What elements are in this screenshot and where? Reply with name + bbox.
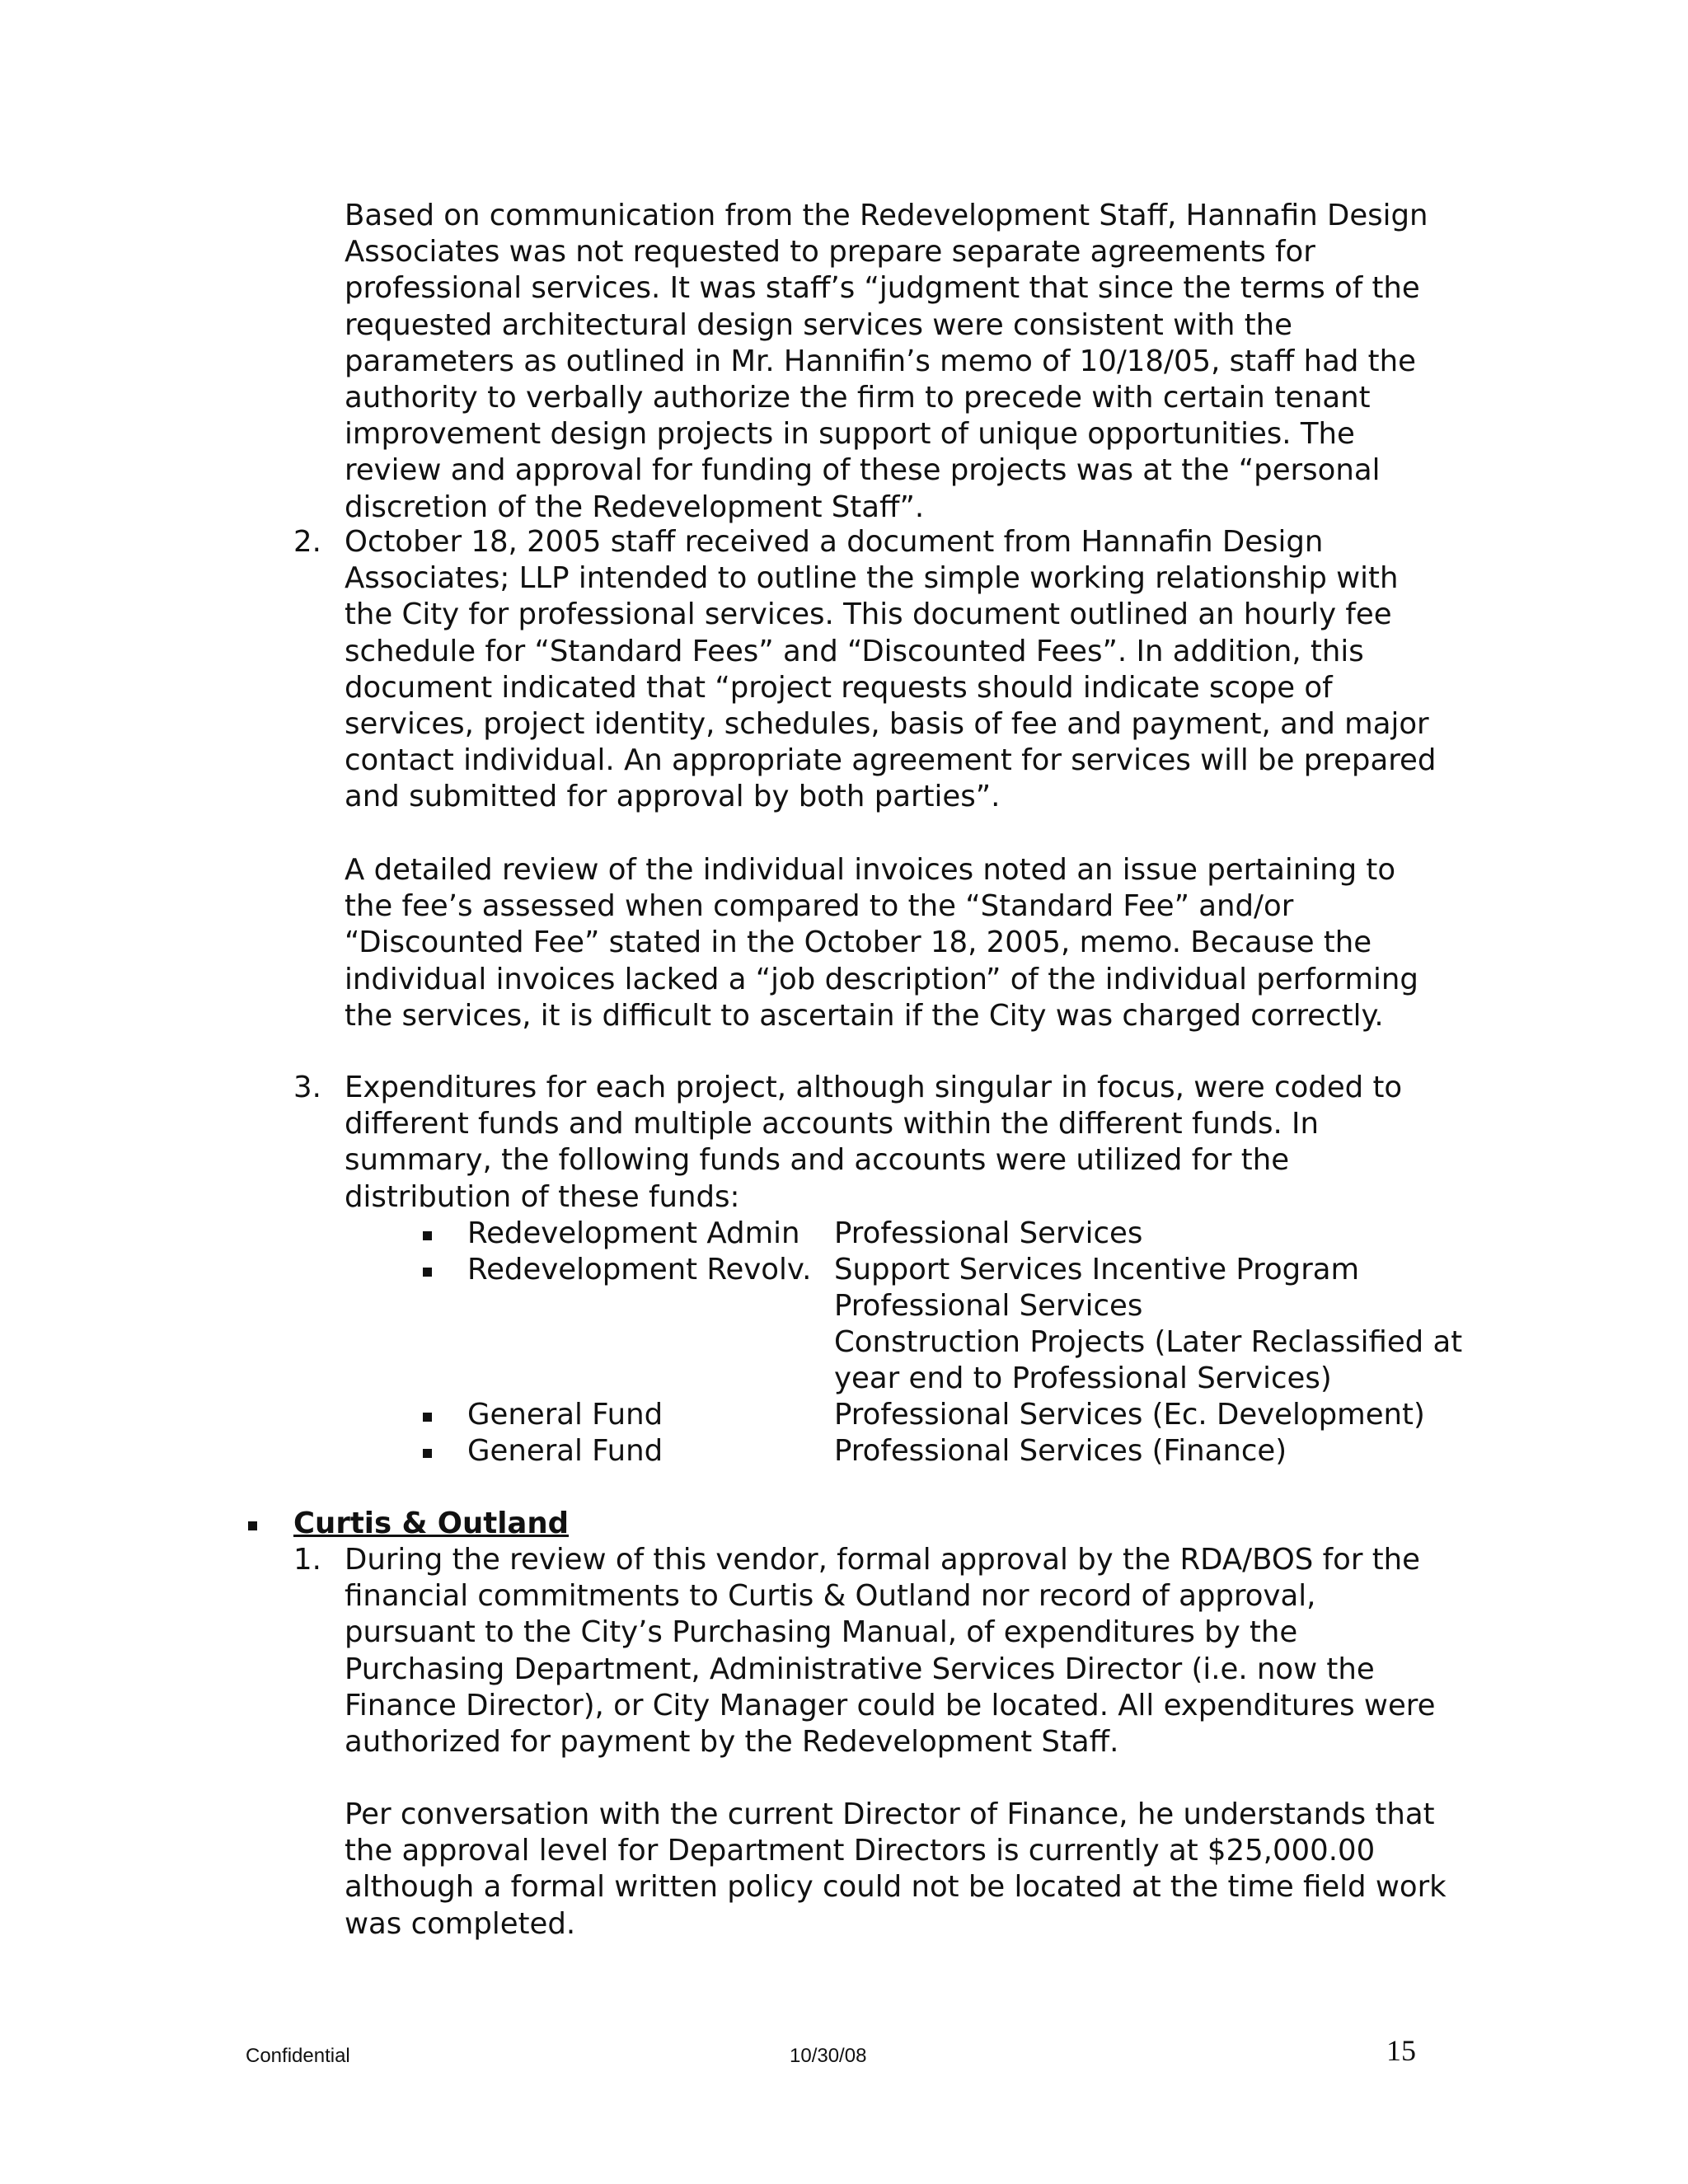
curtis-item-1-detail-paragraph: Per conversation with the current Director of Finance, he understands that the approval level for Department Directors is currently at $25,000.00 although a formal written policy could not be located at the time field work was completed. [345,1797,1447,1941]
footer-confidential: Confidential [246,2045,350,2067]
item-2-detail-paragraph: A detailed review of the individual invoices noted an issue pertaining to the fee’s assessed when compared to the “Standard Fee” and/or “Discounted Fee” stated in the October 18, 2005, memo. Because the individual invoices lacked a “job description” of the individual performing the services, it is difficult to ascertain if the City was charged correctly. [345,853,1418,1033]
footer-date: 10/30/08 [790,2045,867,2067]
item-2-number: 2. [293,525,321,559]
fund-name: Redevelopment Revolv. [467,1253,812,1286]
item-3-paragraph: Expenditures for each project, although singular in focus, were coded to different funds and multiple accounts within the different funds. In summary, the following funds and accounts were utilized for the distribution of these funds: [345,1071,1403,1214]
fund-name: General Fund [467,1398,663,1432]
fund-account: Professional Services [834,1216,1143,1250]
fund-account: Support Services Incentive Program [834,1253,1360,1286]
section-title-curtis-outland: Curtis & Outland [293,1507,570,1540]
item-3-number: 3. [293,1071,321,1104]
fund-name: Redevelopment Admin [467,1216,800,1250]
fund-account: year end to Professional Services) [834,1361,1332,1395]
square-bullet-icon [423,1268,432,1277]
fund-account: Professional Services [834,1289,1143,1323]
fund-account: Professional Services (Ec. Development) [834,1398,1425,1432]
intro-paragraph: Based on communication from the Redevelopment Staff, Hannafin Design Associates was not requested to prepare separate agreements for professional services. It was staff’s “judgment that since the terms of the requested architectural design services were consistent with the parameters as outlined in Mr. Hannifin’s memo of 10/18/05, staff had the authority to verbally authorize the firm to precede with certain tenant improvement design projects in support of unique opportunities. The review and approval for funding of these projects was at the “personal discretion of the Redevelopment Staff”. [345,199,1428,524]
curtis-item-1-number: 1. [293,1543,321,1577]
square-bullet-icon [423,1231,432,1240]
fund-account: Construction Projects (Later Reclassified at [834,1325,1463,1359]
page-number: 15 [1386,2034,1416,2067]
fund-name: General Fund [467,1434,663,1468]
fund-account: Professional Services (Finance) [834,1434,1287,1468]
section-bullet-icon [248,1521,257,1530]
square-bullet-icon [423,1413,432,1422]
curtis-item-1-paragraph: During the review of this vendor, formal approval by the RDA/BOS for the financial commitments to Curtis & Outland nor record of approval, pursuant to the City’s Purchasing Manual, of expenditures by the Purchasing Department, Administrative Services Director (i.e. now the Finance Director), or City Manager could be located. All expenditures were authorized for payment by the Redevelopment Staff. [345,1543,1436,1760]
square-bullet-icon [423,1449,432,1458]
item-2-paragraph: October 18, 2005 staff received a document from Hannafin Design Associates; LLP intended to outline the simple working relationship with the City for professional services. This document outlined an hourly fee schedule for “Standard Fees” and “Discounted Fees”. In addition, this document indicated that “project requests should indicate scope of services, project identity, schedules, basis of fee and payment, and major contact individual. An appropriate agreement for services will be prepared and submitted for approval by both parties”. [345,525,1437,814]
